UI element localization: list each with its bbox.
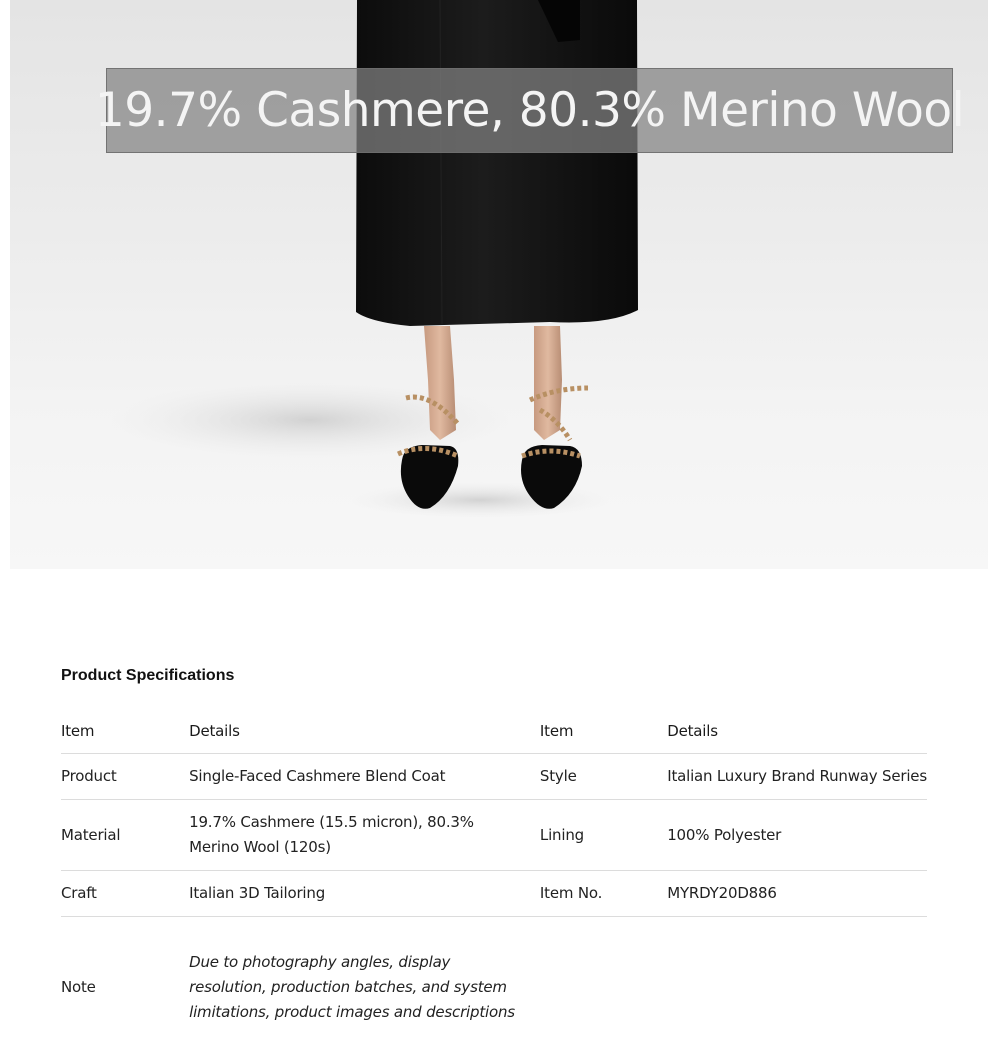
spec-item: Product — [61, 754, 189, 800]
header-details: Details — [189, 708, 540, 754]
specs-table — [61, 708, 927, 1047]
product-photo — [10, 0, 988, 569]
table-row — [61, 800, 927, 871]
spec-item: Style — [540, 754, 667, 800]
header-item: Item — [61, 708, 189, 754]
table-row — [61, 754, 927, 800]
spec-item: Note — [61, 917, 189, 1047]
spec-detail-text: 19.7% Cashmere (15.5 micron), 80.3% Merino Wool (120s) — [189, 810, 479, 860]
table-row — [61, 917, 927, 1047]
specs-title: Product Specifications — [61, 667, 234, 685]
spec-detail — [189, 917, 540, 1047]
spec-detail: Single-Faced Cashmere Blend Coat — [189, 754, 540, 800]
spec-item: Lining — [540, 800, 667, 871]
spec-detail — [189, 800, 540, 871]
table-row — [61, 871, 927, 917]
spec-detail: 100% Polyester — [667, 800, 927, 871]
spec-detail — [667, 917, 927, 1047]
header-details: Details — [667, 708, 927, 754]
material-banner-text: 19.7% Cashmere, 80.3% Merino Wool — [95, 83, 964, 138]
header-item: Item — [540, 708, 667, 754]
spec-detail: Italian 3D Tailoring — [189, 871, 540, 917]
spec-detail: Italian Luxury Brand Runway Series — [667, 754, 927, 800]
spec-detail: MYRDY20D886 — [667, 871, 927, 917]
specs-header-row — [61, 708, 927, 754]
material-banner — [106, 68, 953, 153]
spec-item — [540, 917, 667, 1047]
note-text: Due to photography angles, display resolution, production batches, and system limitations, product images and descriptions — [189, 950, 519, 1025]
spec-item: Craft — [61, 871, 189, 917]
spec-item: Material — [61, 800, 189, 871]
spec-item: Item No. — [540, 871, 667, 917]
